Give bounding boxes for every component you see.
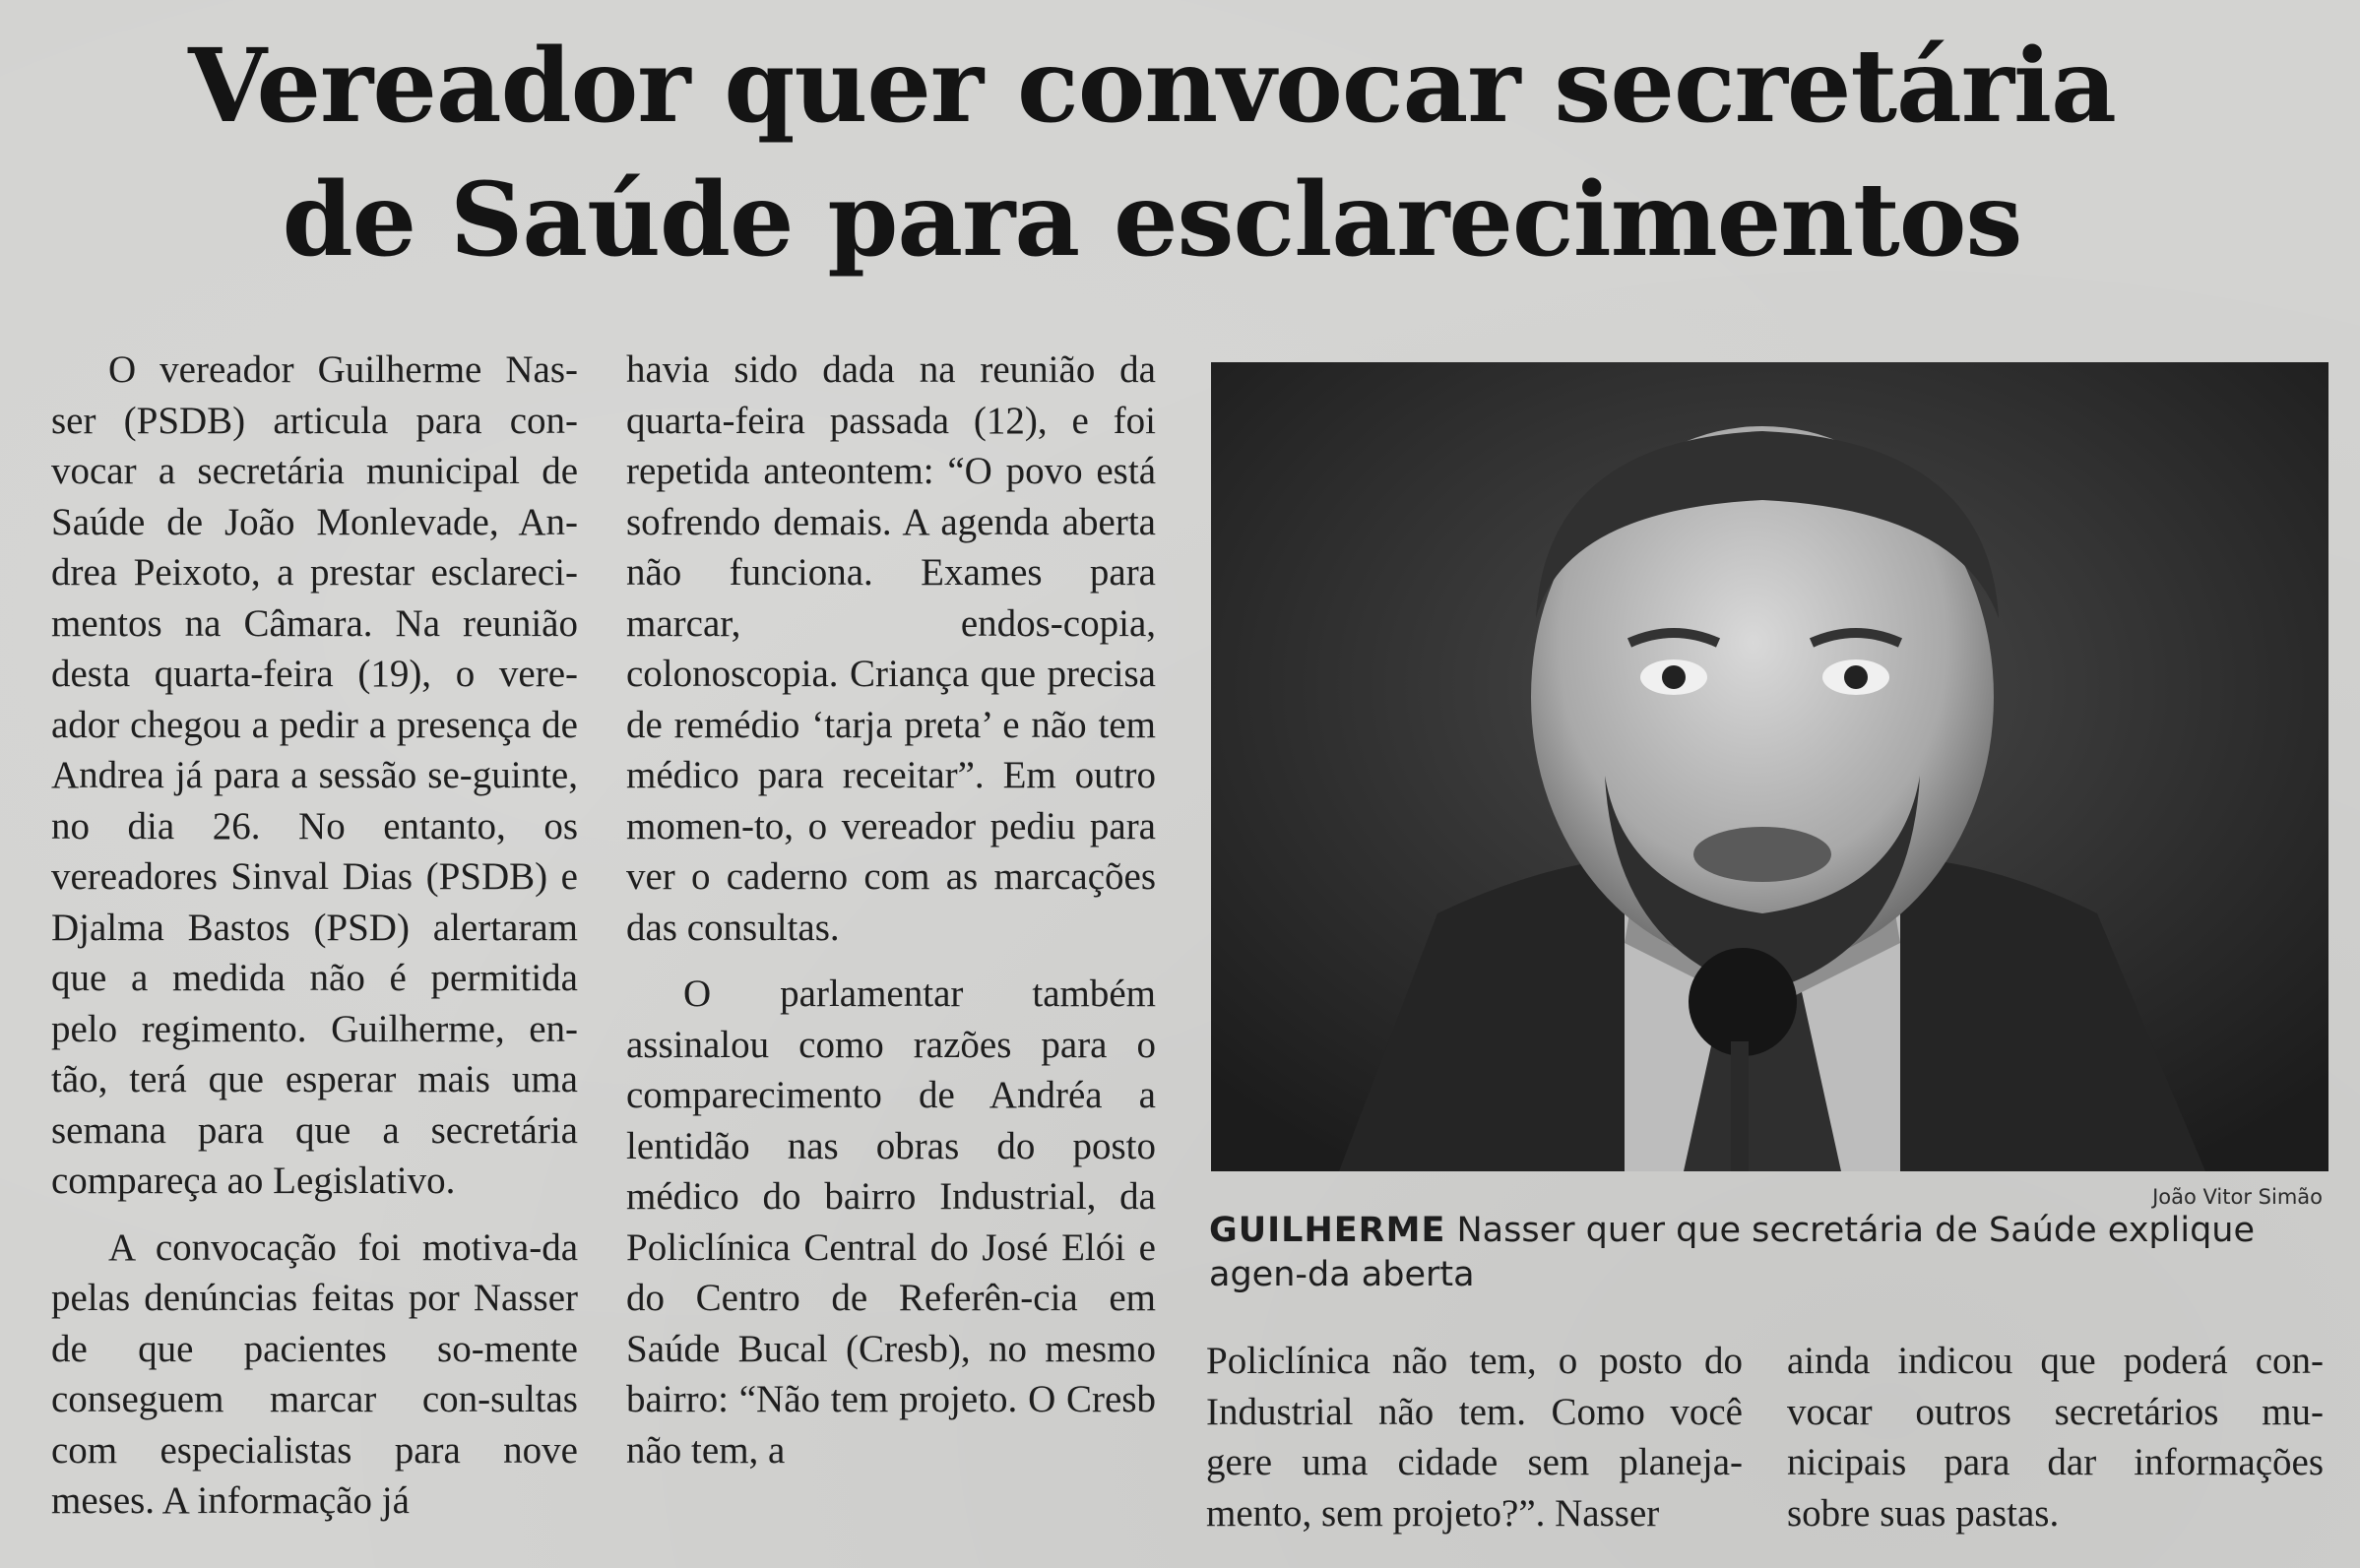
paragraph: Policlínica não tem, o posto do Industrial não tem. Como você gere uma cidade sem planeja-mento, sem projeto?”. Nasser [1206, 1340, 1743, 1535]
article-column-1 [51, 345, 578, 1527]
article-column-2 [626, 345, 1156, 1475]
paragraph: ainda indicou que poderá con-vocar outros secretários mu-nicipais para dar informações sobre suas pastas. [1787, 1340, 2324, 1535]
news-photo [1211, 362, 2328, 1171]
photo-credit: João Vitor Simão [2152, 1185, 2323, 1209]
paragraph: O parlamentar também assinalou como razões para o comparecimento de Andréa a lentidão nas obras do posto médico do bairro Industrial, da Policlínica Central do José Elói e do Centro de Referên-cia em Saúde Bucal (Cresb), no mesmo bairro: “Não tem projeto. O Cresb não tem, a [626, 972, 1156, 1472]
headline-line-2: de Saúde para esclarecimentos [282, 160, 2022, 280]
paragraph: O vereador Guilherme Nas-ser (PSDB) articula para con-vocar a secretária municipal de Saúde de João Monlevade, An-drea Peixoto, a prestar esclareci-mentos na Câmara. Na reunião desta quarta-feira (19), o vere-ador chegou a pedir a presença de Andrea já para a sessão se-guinte, no dia 26. No entanto, os vereadores Sinval Dias (PSDB) e Djalma Bastos (PSD) alertaram que a medida não é permitida pelo regimento. Guilherme, en-tão, terá que esperar mais uma semana para que a secretária compareça ao Legislativo. [51, 348, 578, 1202]
headline-line-1: Vereador quer convocar secretária [188, 27, 2116, 146]
portrait-illustration [1211, 362, 2328, 1171]
paragraph: A convocação foi motiva-da pelas denúncias feitas por Nasser de que pacientes so-mente conseguem marcar con-sultas com especialistas para nove meses. A informação já [51, 1225, 578, 1522]
headline [59, 20, 2245, 287]
article-column-3 [1206, 1336, 1743, 1538]
article-column-4 [1787, 1336, 2324, 1538]
paragraph: havia sido dada na reunião da quarta-feira passada (12), e foi repetida anteontem: “O povo está sofrendo demais. A agenda aberta não funciona. Exames para marcar, endos-copia, colonoscopia. Criança que precisa de remédio ‘tarja preta’ e não tem médico para receitar”. Em outro momen-to, o vereador pediu para ver o caderno com as marcações das consultas. [626, 348, 1156, 949]
caption-text: Nasser quer que secretária de Saúde explique agen-da aberta [1209, 1211, 2256, 1294]
photo-caption [1209, 1209, 2331, 1297]
caption-lead: GUILHERME [1209, 1211, 1446, 1250]
